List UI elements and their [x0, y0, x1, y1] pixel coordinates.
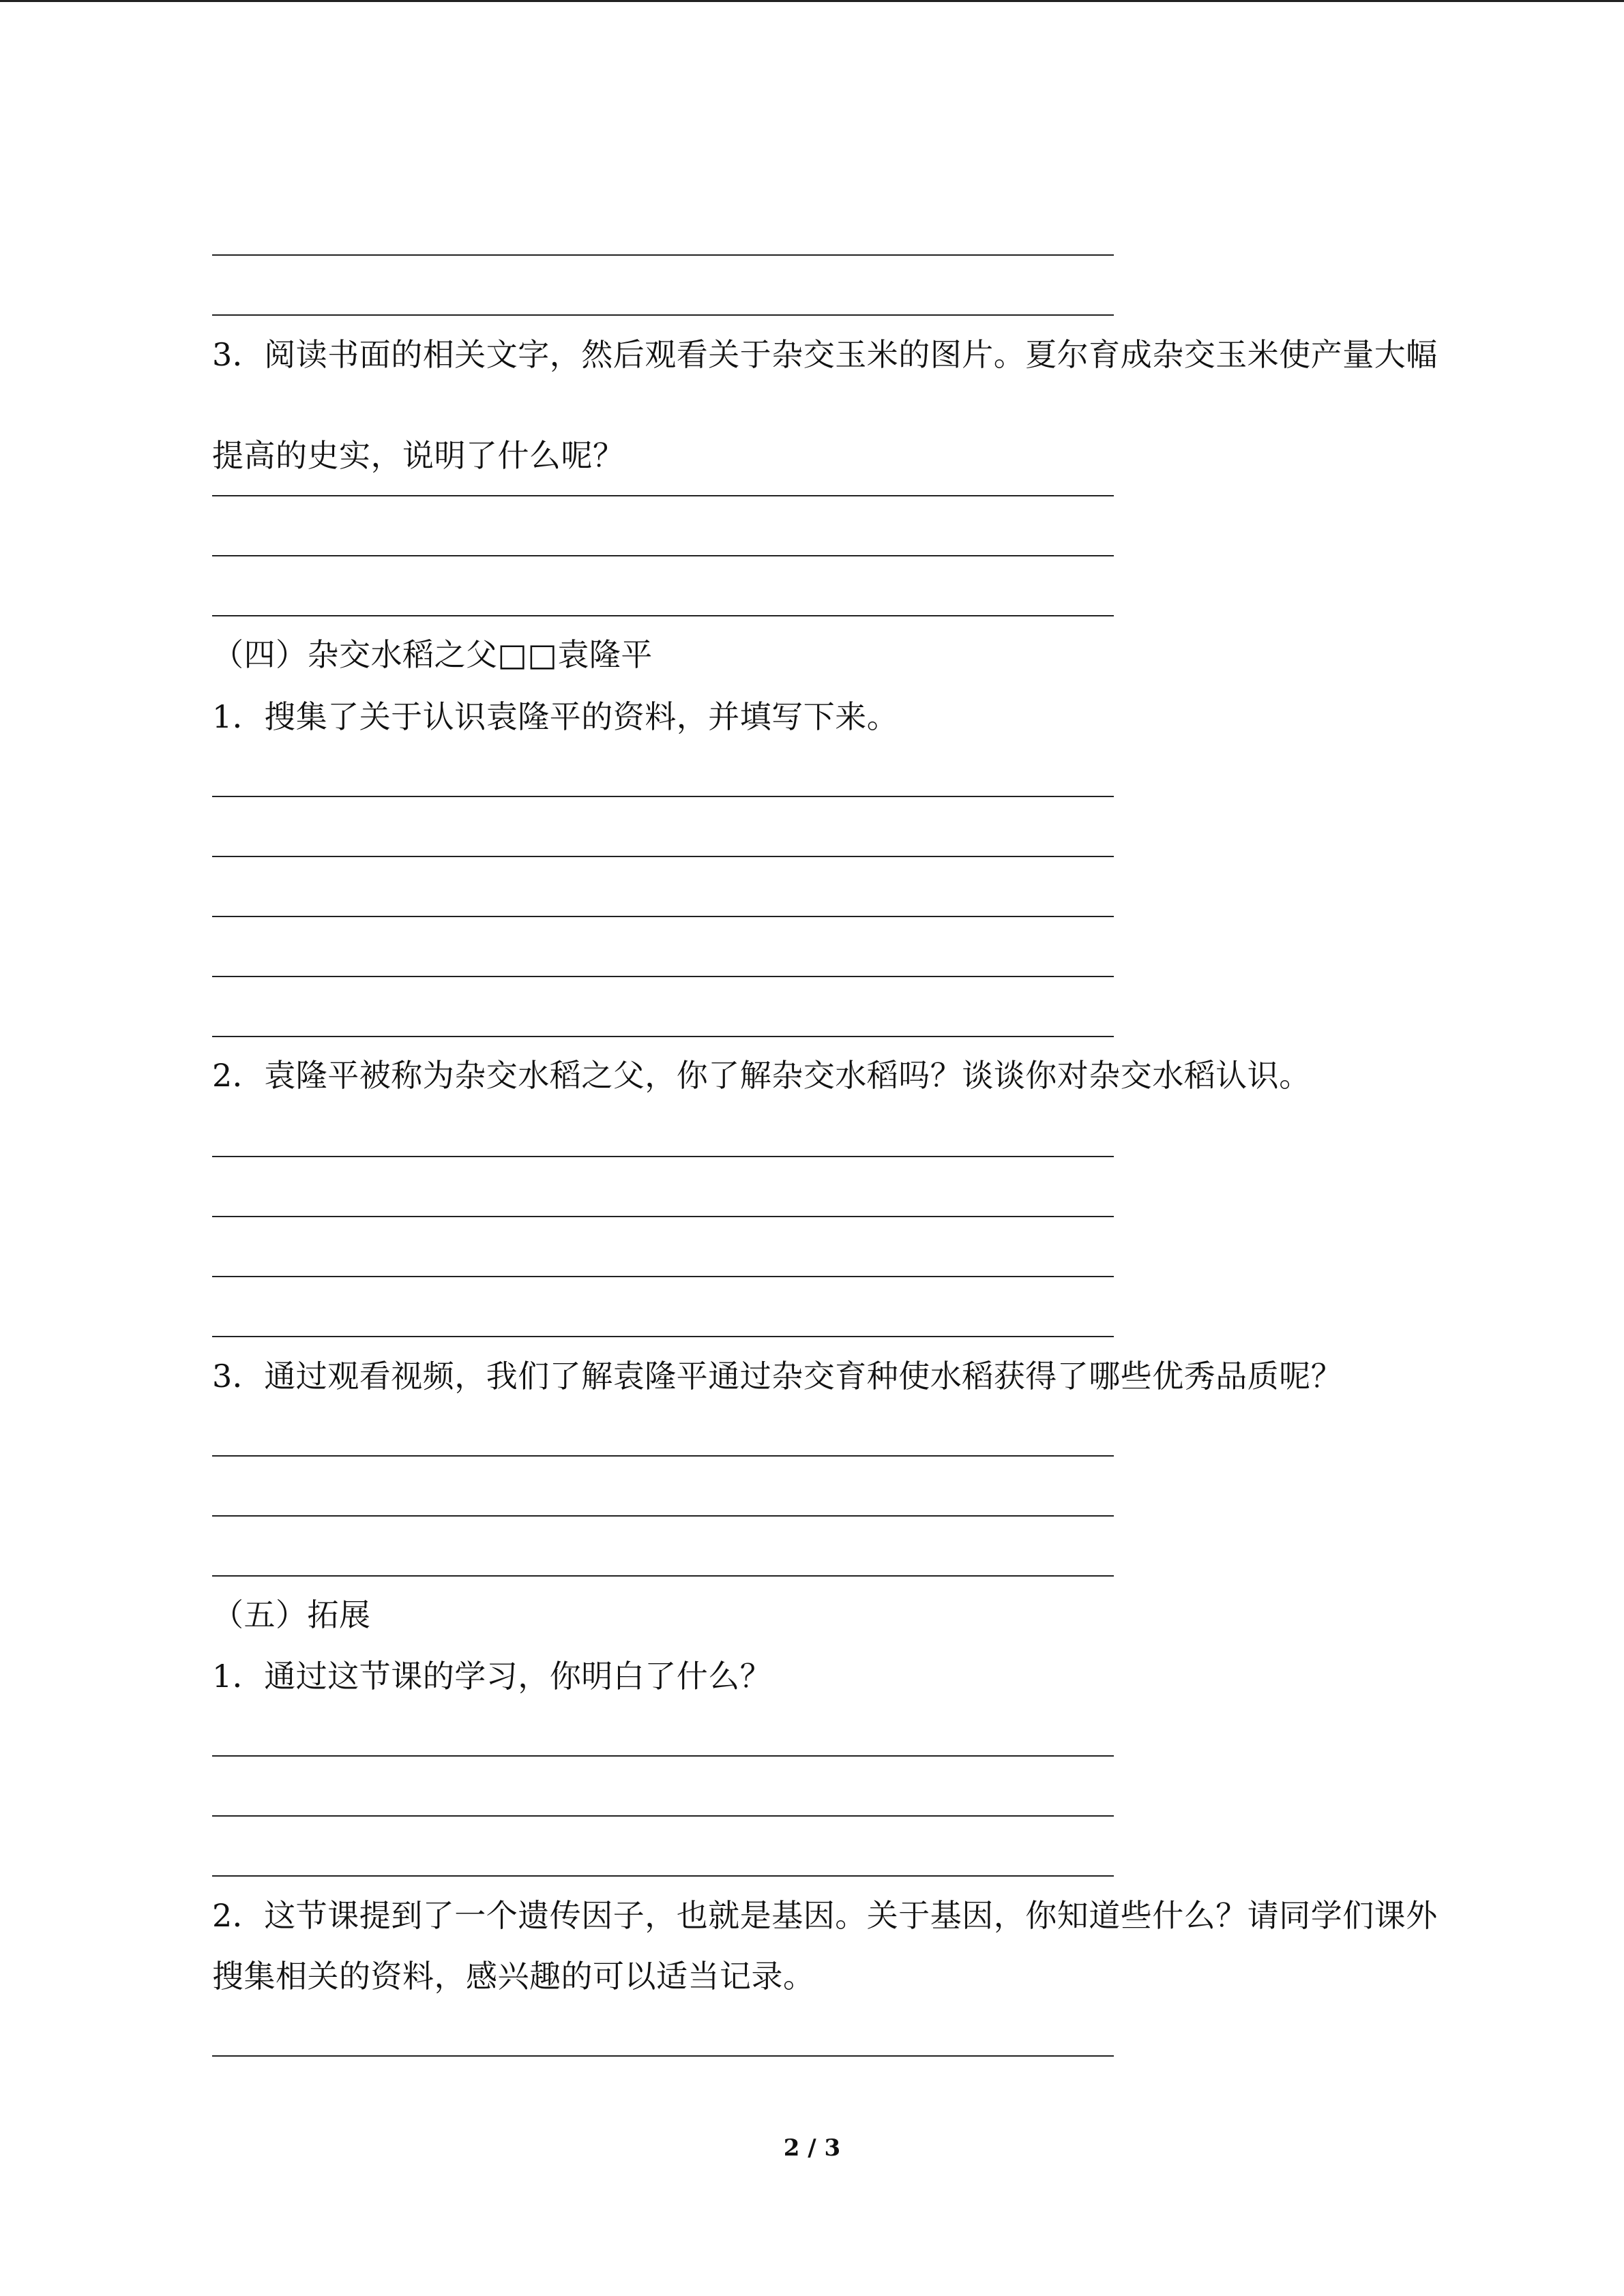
answer-line[interactable]	[212, 1515, 1114, 1517]
answer-line[interactable]	[212, 1036, 1114, 1037]
answer-line[interactable]	[212, 1336, 1114, 1337]
section-4-question-3: 3．通过观看视频，我们了解袁隆平通过杂交育种使水稻获得了哪些优秀品质呢？	[212, 1358, 1343, 1395]
section-4-question-2: 2．袁隆平被称为杂交水稻之父，你了解杂交水稻吗？谈谈你对杂交水稻认识。	[212, 1057, 1311, 1094]
answer-line[interactable]	[212, 916, 1114, 917]
answer-line[interactable]	[212, 2055, 1114, 2057]
answer-line[interactable]	[212, 856, 1114, 857]
section-5-question-2-line2: 搜集相关的资料，感兴趣的可以适当记录。	[212, 1958, 815, 1995]
section-5-heading: （五）拓展	[212, 1596, 371, 1633]
page-top-border	[0, 0, 1624, 2]
section-4-question-1: 1．搜集了关于认识袁隆平的资料，并填写下来。	[212, 698, 899, 735]
answer-line[interactable]	[212, 1455, 1114, 1457]
answer-line[interactable]	[212, 555, 1114, 556]
answer-line[interactable]	[212, 1156, 1114, 1157]
answer-line[interactable]	[212, 1276, 1114, 1277]
answer-line[interactable]	[212, 1216, 1114, 1217]
answer-line[interactable]	[212, 495, 1114, 496]
section-4-heading: （四）杂交水稻之父□□袁隆平	[212, 636, 653, 673]
section-5-question-2-line1: 2．这节课提到了一个遗传因子，也就是基因。关于基因，你知道些什么？请同学们课外	[212, 1897, 1438, 1934]
answer-line[interactable]	[212, 1755, 1114, 1757]
page-number: 2 / 3	[783, 2134, 841, 2162]
question-3-corn-line1: 3．阅读书面的相关文字，然后观看关于杂交玉米的图片。夏尔育成杂交玉米使产量大幅	[212, 336, 1438, 373]
question-3-corn-line2: 提高的史实，说明了什么呢？	[212, 437, 625, 474]
answer-line[interactable]	[212, 1875, 1114, 1877]
answer-line[interactable]	[212, 314, 1114, 316]
answer-line[interactable]	[212, 1815, 1114, 1817]
answer-line[interactable]	[212, 796, 1114, 797]
answer-line[interactable]	[212, 976, 1114, 977]
answer-line[interactable]	[212, 615, 1114, 616]
answer-line[interactable]	[212, 1575, 1114, 1577]
answer-line[interactable]	[212, 254, 1114, 256]
section-5-question-1: 1．通过这节课的学习，你明白了什么？	[212, 1658, 772, 1695]
